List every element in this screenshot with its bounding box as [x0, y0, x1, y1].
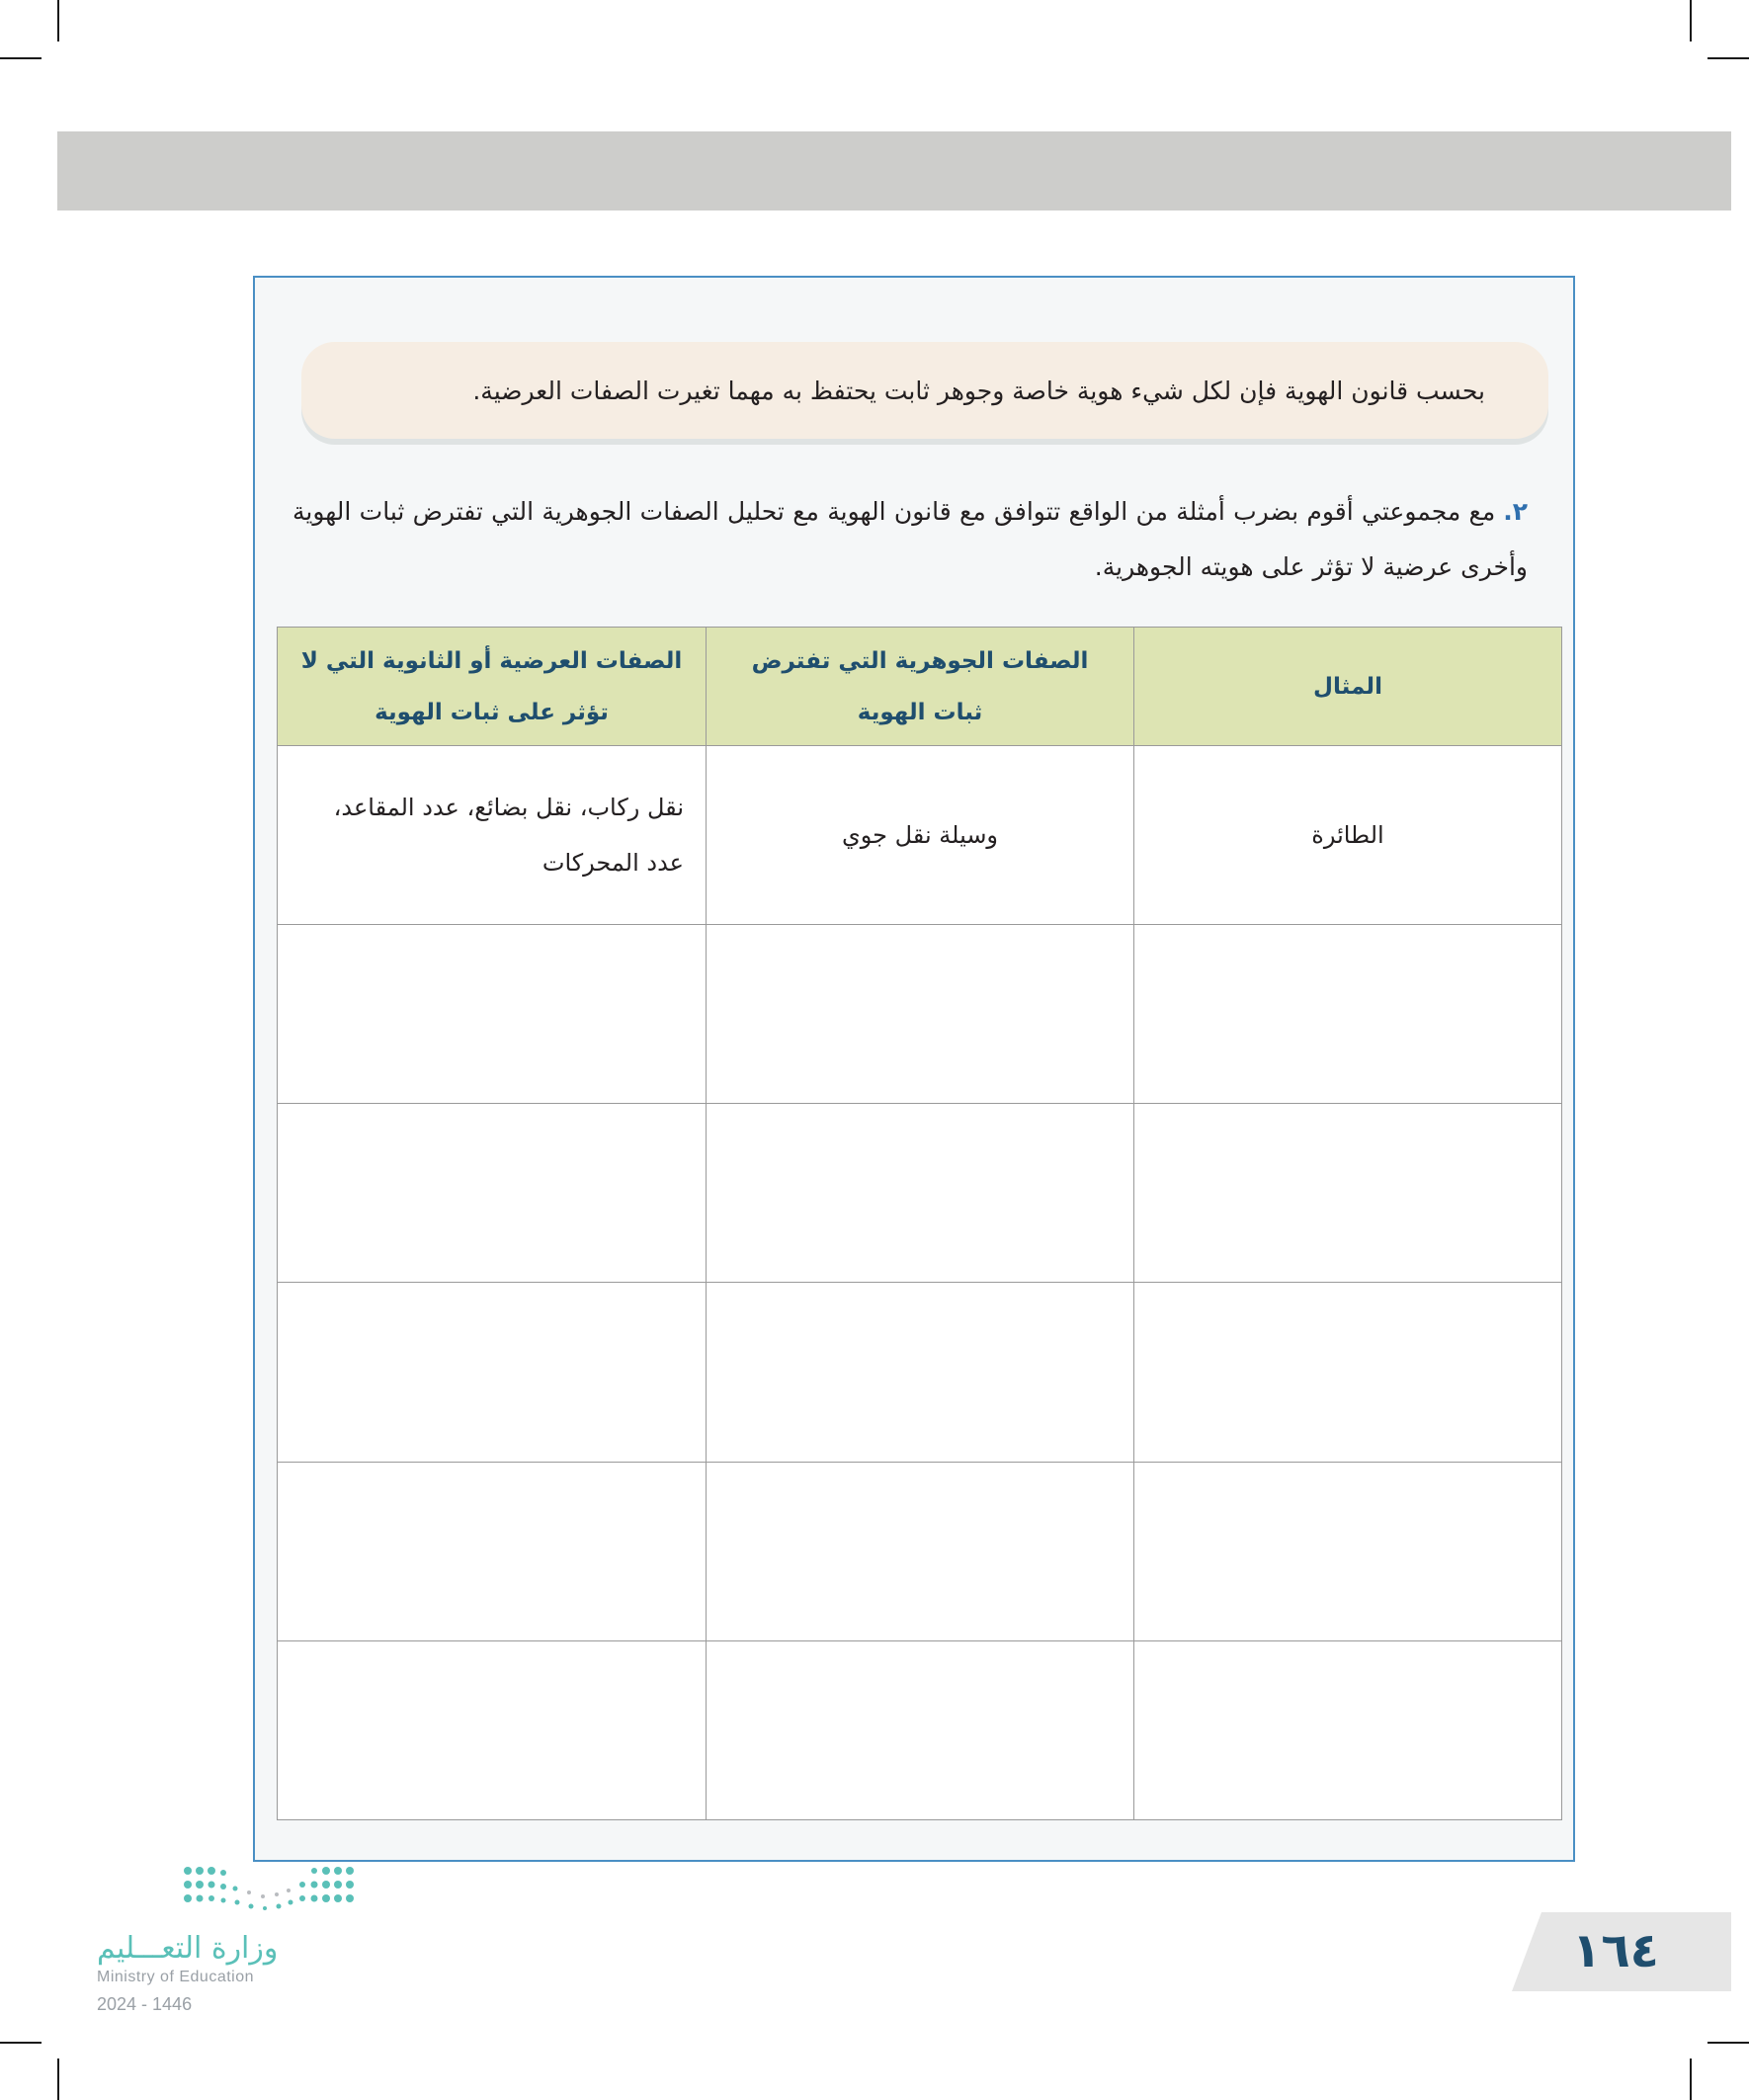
table-row: [278, 1283, 1562, 1462]
crop-mark: [57, 2058, 59, 2100]
task-instruction: [292, 484, 1528, 595]
cell-example-empty[interactable]: [1134, 1104, 1562, 1283]
crop-mark: [1707, 57, 1749, 59]
crop-mark: [0, 2042, 42, 2044]
cell-accidental-empty[interactable]: [278, 1462, 707, 1640]
header-essential: الصفات الجوهرية التي تفترض ثبات الهوية: [707, 628, 1134, 746]
cell-essential: وسيلة نقل جوي: [707, 746, 1134, 925]
law-note-box: [301, 342, 1548, 439]
header-example: المثال: [1134, 628, 1562, 746]
crop-mark: [1707, 2042, 1749, 2044]
identity-table: [277, 627, 1562, 1820]
crop-mark: [57, 0, 59, 42]
cell-accidental-empty[interactable]: [278, 1104, 707, 1283]
cell-accidental: نقل ركاب، نقل بضائع، عدد المقاعد، عدد المحركات: [278, 746, 707, 925]
cell-example-empty[interactable]: [1134, 1462, 1562, 1640]
crop-mark: [1690, 2058, 1692, 2100]
cell-example-empty[interactable]: [1134, 925, 1562, 1104]
table-header-row: [278, 628, 1562, 746]
crop-mark: [1690, 0, 1692, 42]
cell-essential-empty[interactable]: [707, 1640, 1134, 1819]
cell-accidental-empty[interactable]: [278, 1283, 707, 1462]
cell-essential-empty[interactable]: [707, 1283, 1134, 1462]
ministry-year: 2024 - 1446: [97, 1994, 193, 2014]
header-accidental: الصفات العرضية أو الثانوية التي لا تؤثر على ثبات الهوية: [278, 628, 707, 746]
table-row: [278, 1104, 1562, 1283]
page-number: ١٦٤: [1572, 1923, 1659, 1978]
cell-essential-empty[interactable]: [707, 1104, 1134, 1283]
law-note-text: بحسب قانون الهوية فإن لكل شيء هوية خاصة وجوهر ثابت يحتفظ به مهما تغيرت الصفات العرضية.: [472, 376, 1485, 405]
cell-accidental-empty[interactable]: [278, 1640, 707, 1819]
ministry-name-arabic: وزارة التعـــليم: [97, 1931, 279, 1966]
table-row: [278, 746, 1562, 925]
table-row: [278, 925, 1562, 1104]
table-row: [278, 1462, 1562, 1640]
table-row: [278, 1640, 1562, 1819]
cell-example-empty[interactable]: [1134, 1640, 1562, 1819]
task-number: ٢.: [1503, 497, 1528, 526]
cell-essential-empty[interactable]: [707, 925, 1134, 1104]
cell-example-empty[interactable]: [1134, 1283, 1562, 1462]
cell-example: الطائرة: [1134, 746, 1562, 925]
crop-mark: [0, 57, 42, 59]
task-text: مع مجموعتي أقوم بضرب أمثلة من الواقع تتوافق مع قانون الهوية مع تحليل الصفات الجوهرية التي تفترض ثبات الهوية وأخرى عرضية لا تؤثر على هويته الجوهرية.: [292, 497, 1528, 581]
cell-essential-empty[interactable]: [707, 1462, 1134, 1640]
ministry-name-english: Ministry of Education: [97, 1969, 255, 1985]
cell-accidental-empty[interactable]: [278, 925, 707, 1104]
ministry-logo-dots-icon: [180, 1863, 358, 1918]
header-band: [57, 131, 1731, 210]
